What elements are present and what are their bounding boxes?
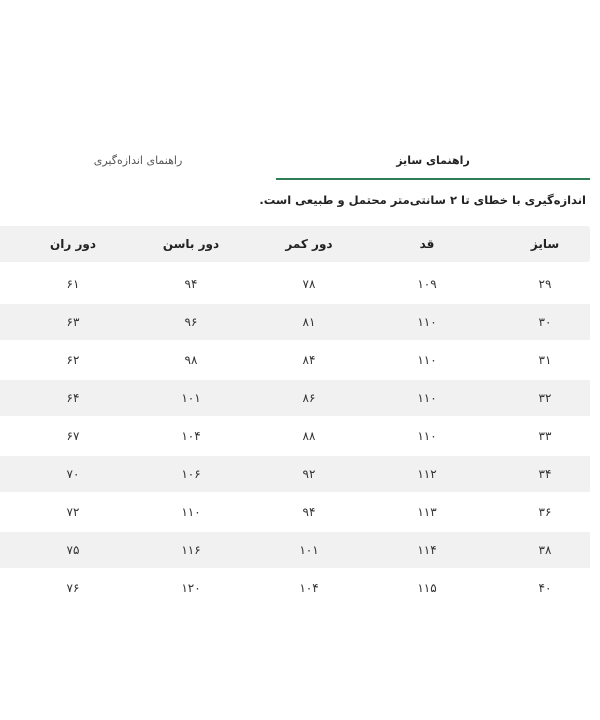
table-cell-height: ۱۱۵ [417, 581, 437, 595]
table-row [0, 266, 590, 302]
table-cell-size: ۳۴ [538, 467, 552, 481]
table-cell-rise [0, 418, 8, 454]
table-cell-waist: ۸۱ [302, 315, 316, 329]
table-row [0, 570, 590, 606]
table-cell-thigh: ۷۰ [66, 467, 80, 481]
table-cell-rise [0, 266, 8, 302]
table-cell-thigh: ۷۶ [66, 581, 80, 595]
column-header-thigh: دور ران [50, 237, 96, 251]
column-header-rise [0, 226, 8, 262]
table-cell-thigh: ۶۷ [66, 429, 80, 443]
table-cell-hip: ۹۶ [184, 315, 198, 329]
table-header-row [0, 226, 590, 262]
table-cell-waist: ۷۸ [302, 277, 316, 291]
table-cell-size: ۳۸ [538, 543, 552, 557]
table-cell-thigh: ۶۲ [66, 353, 80, 367]
table-cell-rise [0, 570, 8, 606]
table-row [0, 304, 590, 340]
table-cell-thigh: ۶۴ [66, 391, 80, 405]
table-cell-hip: ۱۱۶ [181, 543, 201, 557]
table-cell-size: ۲۹ [538, 277, 552, 291]
table-cell-rise [0, 494, 8, 530]
table-cell-height: ۱۱۰ [417, 353, 437, 367]
table-row [0, 532, 590, 568]
table-cell-rise [0, 380, 8, 416]
table-cell-size: ۴۰ [538, 581, 552, 595]
size-guide-tabs [0, 146, 600, 180]
table-cell-waist: ۹۲ [302, 467, 316, 481]
table-cell-height: ۱۱۳ [417, 505, 437, 519]
table-row [0, 456, 590, 492]
column-header-hip: دور باسن [162, 237, 220, 251]
table-cell-size: ۳۳ [538, 429, 552, 443]
table-cell-waist: ۸۸ [302, 429, 316, 443]
table-cell-rise [0, 456, 8, 492]
table-cell-hip: ۱۰۶ [181, 467, 201, 481]
table-cell-hip: ۹۴ [184, 277, 198, 291]
table-cell-height: ۱۱۰ [417, 429, 437, 443]
table-cell-hip: ۱۰۱ [181, 391, 201, 405]
table-cell-waist: ۱۰۴ [299, 581, 319, 595]
table-cell-height: ۱۱۲ [417, 467, 437, 481]
table-cell-thigh: ۷۵ [66, 543, 80, 557]
column-header-size: سایز [530, 237, 560, 251]
table-cell-height: ۱۱۴ [417, 543, 437, 557]
table-cell-height: ۱۱۰ [417, 391, 437, 405]
table-cell-height: ۱۰۹ [417, 277, 437, 291]
table-cell-waist: ۸۶ [302, 391, 316, 405]
table-cell-thigh: ۶۳ [66, 315, 80, 329]
table-cell-thigh: ۷۲ [66, 505, 80, 519]
table-cell-size: ۳۶ [538, 505, 552, 519]
table-cell-size: ۳۰ [538, 315, 552, 329]
column-header-waist: دور کمر [285, 237, 333, 251]
size-table [0, 226, 590, 608]
table-cell-rise [0, 532, 8, 568]
table-cell-waist: ۱۰۱ [299, 543, 319, 557]
table-cell-waist: ۸۴ [302, 353, 316, 367]
table-cell-rise [0, 304, 8, 340]
tab-size-guide[interactable]: راهنمای سایز [276, 146, 590, 180]
table-cell-hip: ۱۰۴ [181, 429, 201, 443]
table-cell-rise [0, 342, 8, 378]
table-row [0, 380, 590, 416]
table-cell-hip: ۹۸ [184, 353, 198, 367]
table-row [0, 494, 590, 530]
table-cell-height: ۱۱۰ [417, 315, 437, 329]
table-cell-size: ۳۲ [538, 391, 552, 405]
table-row [0, 418, 590, 454]
table-cell-thigh: ۶۱ [66, 277, 80, 291]
table-cell-waist: ۹۴ [302, 505, 316, 519]
table-body [0, 266, 590, 606]
table-cell-hip: ۱۱۰ [181, 505, 201, 519]
column-header-height: قد [419, 237, 435, 251]
measurement-tolerance-note: اندازه‌گیری با خطای تا ۲ سانتی‌متر محتمل و طبیعی است. [259, 193, 586, 207]
table-cell-size: ۳۱ [538, 353, 552, 367]
table-cell-hip: ۱۲۰ [181, 581, 201, 595]
table-row [0, 342, 590, 378]
tab-measurement-guide[interactable]: راهنمای اندازه‌گیری [93, 154, 183, 167]
